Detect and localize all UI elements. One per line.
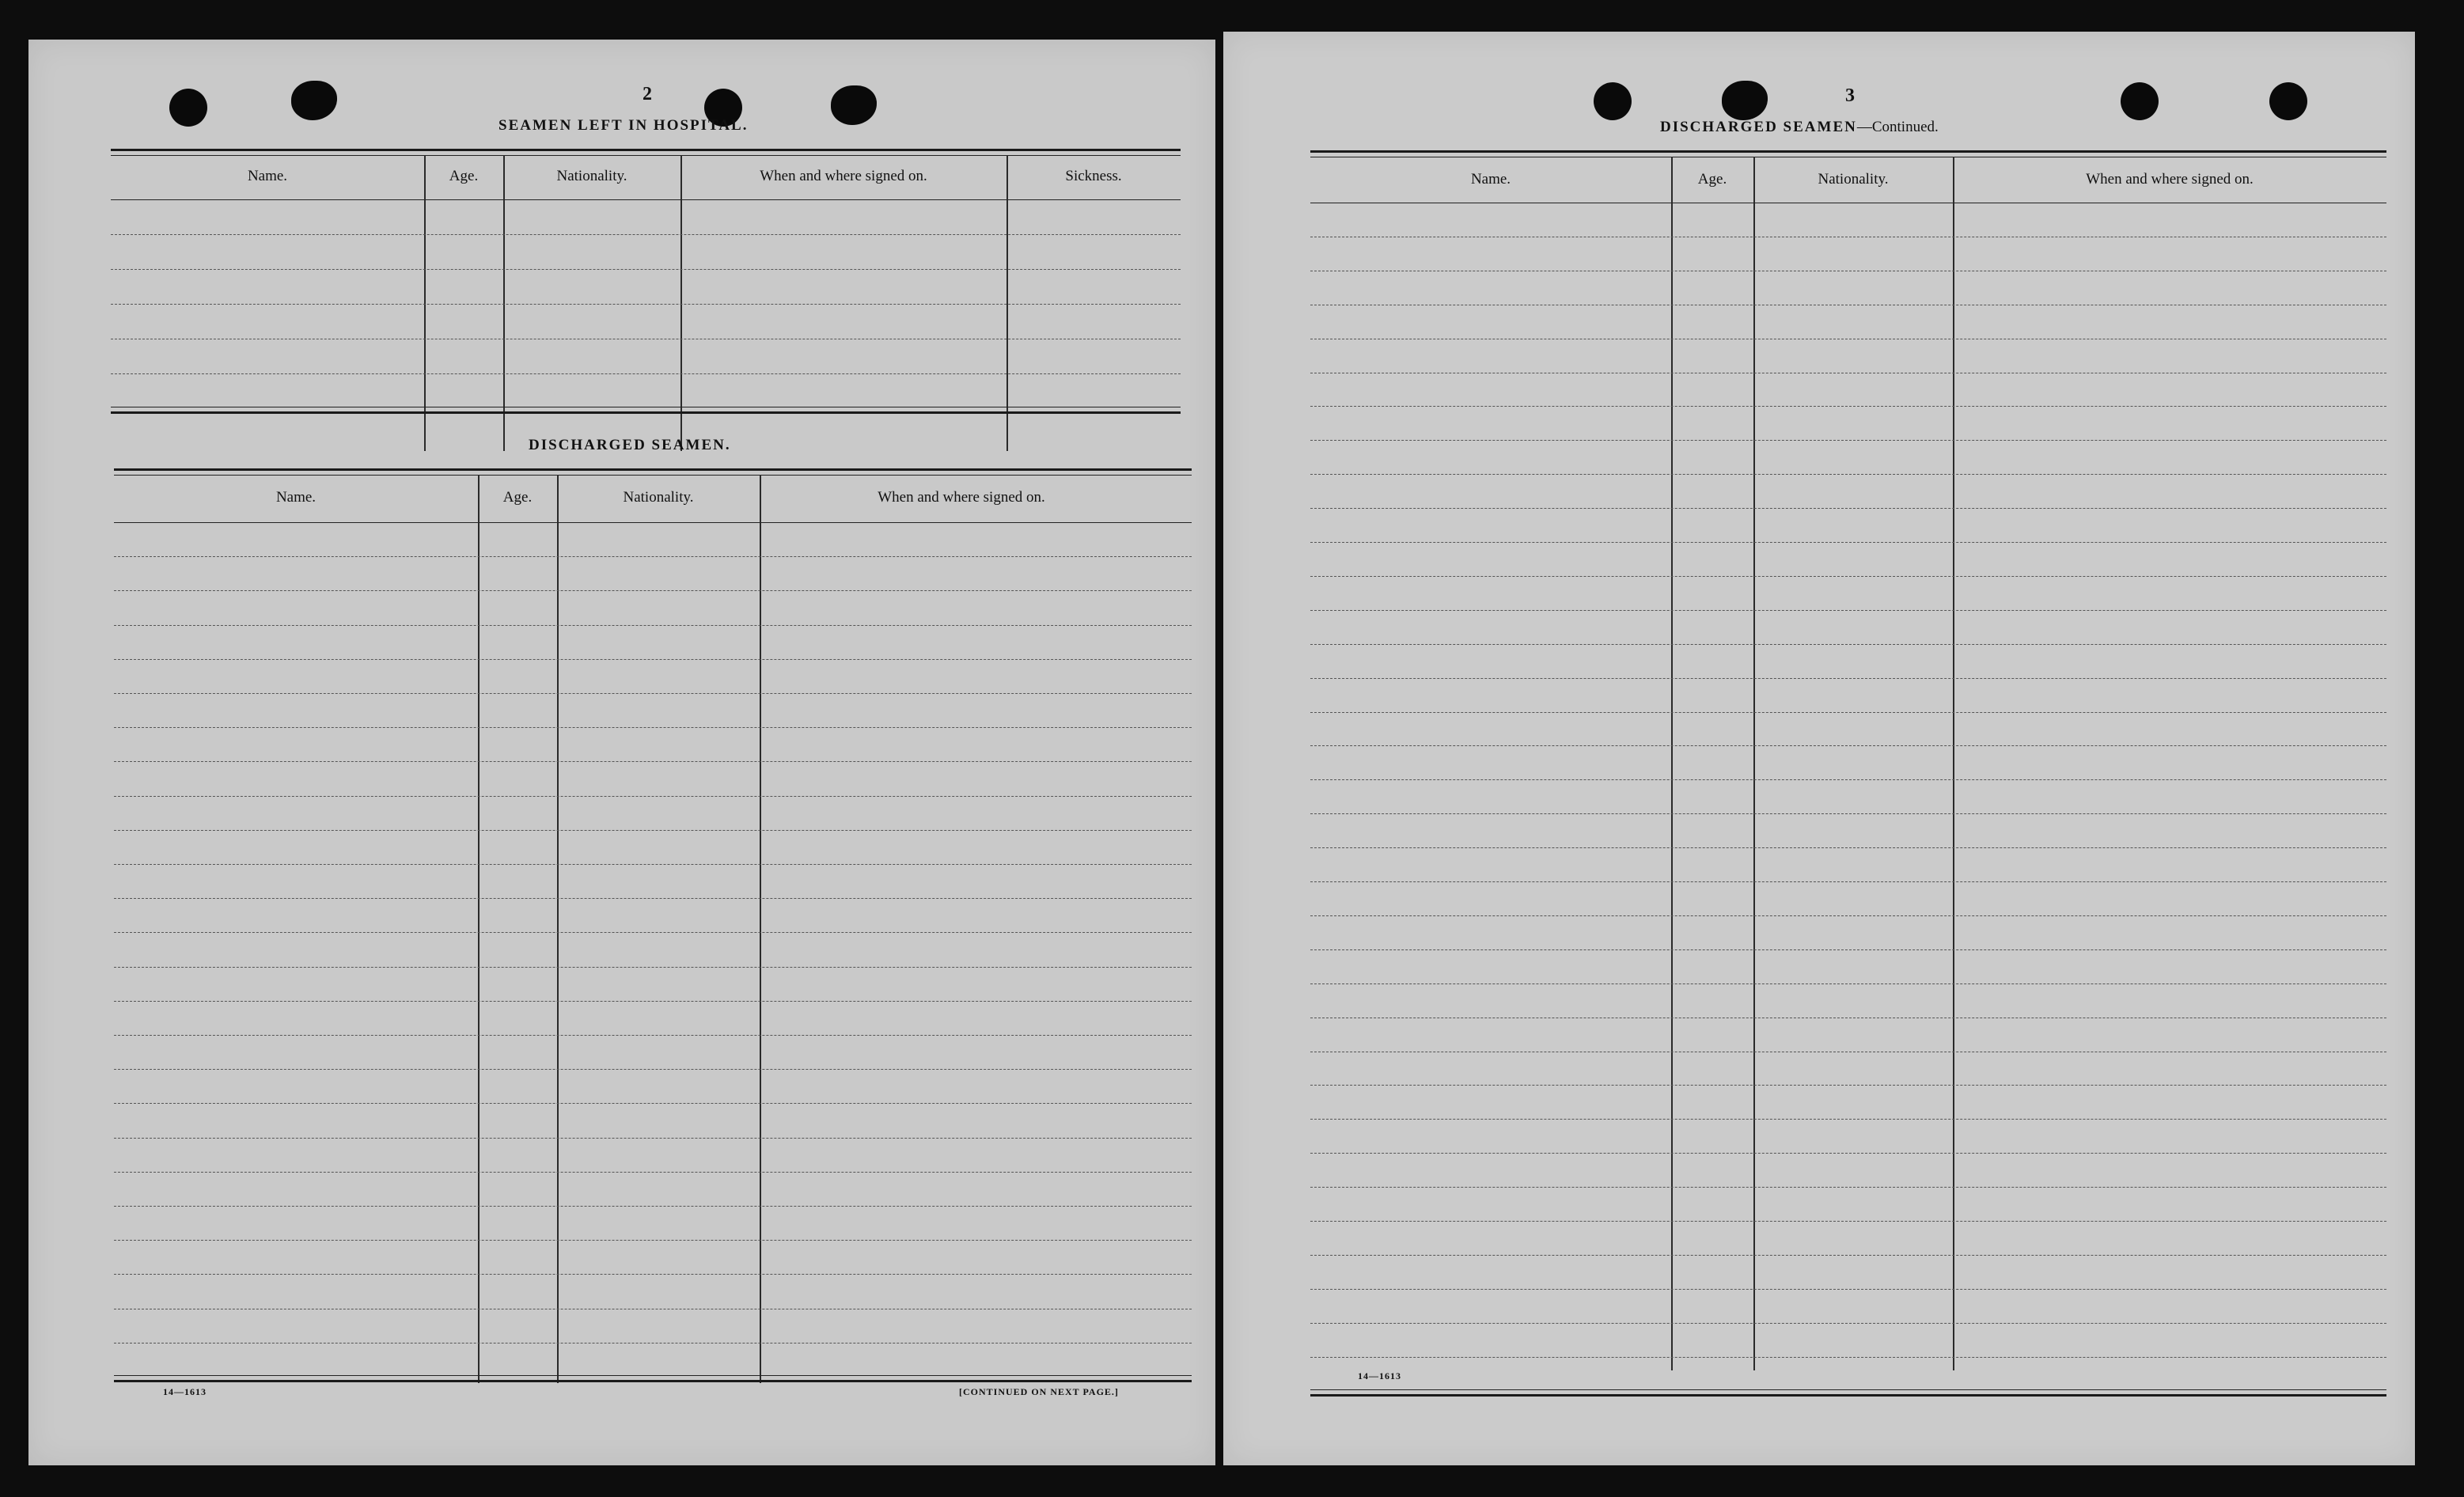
- discharged-section-title: DISCHARGED SEAMEN.: [529, 437, 731, 453]
- table-row: [1310, 915, 2386, 916]
- table-row: [1310, 406, 2386, 407]
- table-row: [1310, 644, 2386, 645]
- table-row: [114, 1240, 1192, 1241]
- table-row: [111, 373, 1181, 374]
- column-header-signed-on: When and where signed on.: [760, 168, 927, 184]
- column-header-nationality: Nationality.: [1818, 171, 1889, 188]
- table-bottom-rule: [114, 1375, 1192, 1376]
- table-row: [114, 659, 1192, 660]
- hospital-table: [111, 149, 1181, 462]
- table-row: [111, 234, 1181, 235]
- table-row: [1310, 576, 2386, 577]
- hospital-section-title: SEAMEN LEFT IN HOSPITAL.: [498, 117, 749, 134]
- table-row: [114, 967, 1192, 968]
- table-row: [1310, 1085, 2386, 1086]
- form-number: 14—1613: [1358, 1370, 1401, 1381]
- table-row: [1310, 1153, 2386, 1154]
- table-row: [114, 1343, 1192, 1344]
- table-row: [114, 1069, 1192, 1070]
- table-row: [1310, 1289, 2386, 1290]
- table-bottom-rule: [1310, 1394, 2386, 1397]
- table-row: [1310, 1119, 2386, 1120]
- punch-hole: [2121, 82, 2159, 120]
- punch-hole: [291, 81, 337, 120]
- punch-hole: [2269, 82, 2307, 120]
- discharged-table: [114, 468, 1192, 1418]
- column-header-signed-on: When and where signed on.: [2086, 171, 2254, 188]
- table-row: [1310, 1187, 2386, 1188]
- table-row: [1310, 610, 2386, 611]
- table-row: [114, 1172, 1192, 1173]
- column-header-name: Name.: [1470, 171, 1511, 188]
- table-row: [114, 693, 1192, 694]
- table-row: [1310, 1357, 2386, 1358]
- table-row: [114, 556, 1192, 557]
- punch-hole: [1594, 82, 1632, 120]
- table-row: [1310, 983, 2386, 984]
- table-row: [1310, 712, 2386, 713]
- table-row: [1310, 949, 2386, 950]
- table-row: [1310, 542, 2386, 543]
- column-header-sickness: Sickness.: [1065, 168, 1122, 184]
- discharged-continued-table: [1310, 150, 2386, 1400]
- table-row: [1310, 881, 2386, 882]
- column-header-nationality: Nationality.: [556, 168, 627, 184]
- discharged-continued-title: [1660, 119, 1939, 136]
- table-row: [114, 932, 1192, 933]
- table-row: [114, 1035, 1192, 1036]
- table-bottom-rule: [111, 411, 1181, 414]
- table-row: [114, 1001, 1192, 1002]
- table-row: [111, 304, 1181, 305]
- table-row: [1310, 1221, 2386, 1222]
- table-row: [114, 1274, 1192, 1275]
- table-row: [1310, 745, 2386, 746]
- table-row: [1310, 440, 2386, 441]
- table-row: [114, 1138, 1192, 1139]
- table-row: [1310, 1323, 2386, 1324]
- form-number: 14—1613: [163, 1386, 207, 1397]
- page-number: 3: [1845, 85, 1855, 106]
- table-row: [1310, 678, 2386, 679]
- title-main: DISCHARGED SEAMEN: [1660, 119, 1857, 135]
- column-header-age: Age.: [449, 168, 479, 184]
- table-row: [1310, 474, 2386, 475]
- column-header-nationality: Nationality.: [623, 489, 694, 506]
- table-row: [114, 1206, 1192, 1207]
- column-header-name: Name.: [247, 168, 288, 184]
- left-page: [28, 40, 1215, 1465]
- column-header-signed-on: When and where signed on.: [878, 489, 1045, 506]
- continued-note: [CONTINUED ON NEXT PAGE.]: [959, 1386, 1119, 1397]
- table-row: [114, 796, 1192, 797]
- table-row: [114, 830, 1192, 831]
- table-row: [1310, 779, 2386, 780]
- punch-hole: [169, 89, 207, 127]
- table-row: [111, 269, 1181, 270]
- table-row: [114, 727, 1192, 728]
- table-bottom-rule: [114, 1380, 1192, 1382]
- table-row: [1310, 847, 2386, 848]
- column-header-age: Age.: [502, 489, 533, 506]
- column-header-age: Age.: [1697, 171, 1727, 188]
- table-row: [1310, 1255, 2386, 1256]
- table-row: [114, 898, 1192, 899]
- column-header-name: Name.: [275, 489, 317, 506]
- table-row: [114, 590, 1192, 591]
- page-number: 2: [643, 84, 652, 104]
- table-row: [114, 625, 1192, 626]
- right-page: [1223, 32, 2415, 1465]
- table-bottom-rule: [1310, 1389, 2386, 1390]
- table-row: [114, 864, 1192, 865]
- table-row: [1310, 508, 2386, 509]
- title-suffix: —Continued.: [1856, 119, 1939, 135]
- punch-hole: [1722, 81, 1768, 120]
- table-row: [1310, 813, 2386, 814]
- punch-hole: [831, 85, 877, 125]
- table-row: [114, 1103, 1192, 1104]
- table-row: [114, 761, 1192, 762]
